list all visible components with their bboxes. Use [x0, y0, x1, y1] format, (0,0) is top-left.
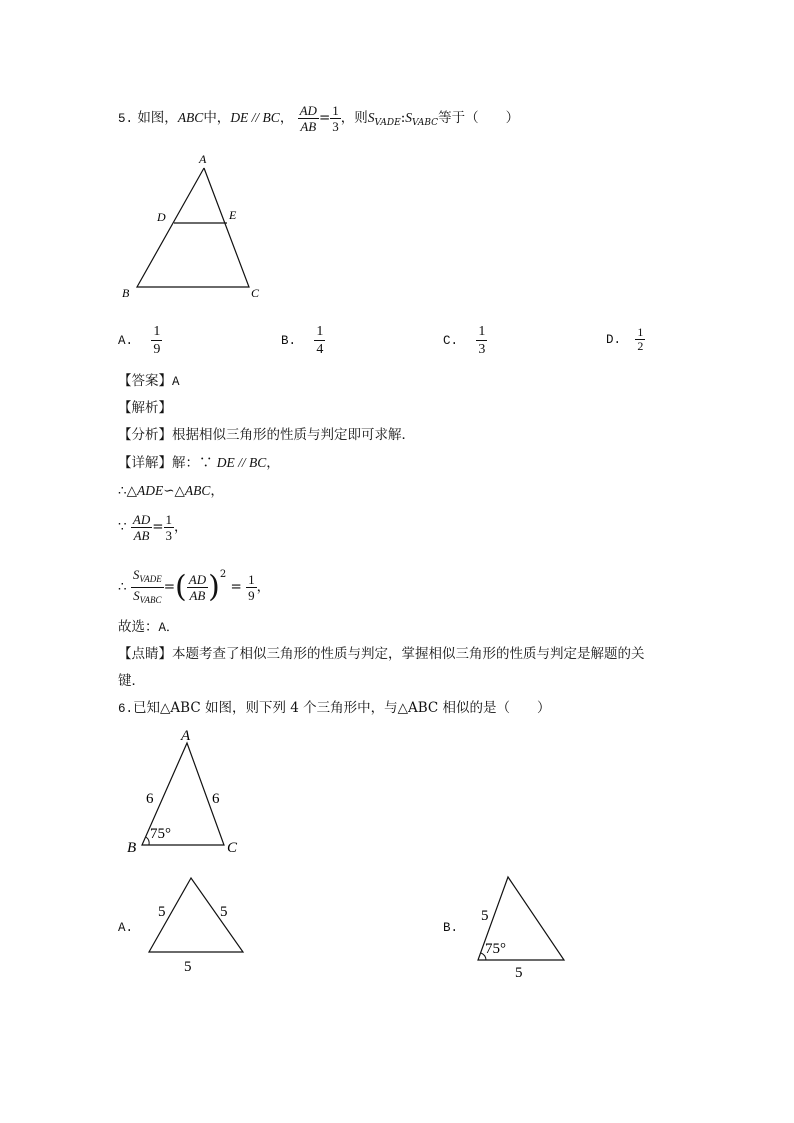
- svg-text:5: 5: [184, 959, 192, 975]
- q5-number: 5.: [118, 112, 134, 126]
- svg-text:5: 5: [515, 965, 523, 981]
- q6-stem: 6.已知△ABC 如图，则下列 4 个三角形中，与△ABC 相似的是（ ）: [118, 700, 551, 716]
- conclusion-line: 故选：A．: [118, 619, 179, 635]
- q5-option-a[interactable]: A. $\frac{1}{9}$: [118, 324, 161, 357]
- q5-stem: 5. 如图，ABC中，DE // BC， $\frac{AD}{AB}$ = $\frac{1}{3}$ ，则$S_{VADE}:S_{VABC}$等于（ ）: [118, 103, 520, 134]
- angle-label: 75°: [150, 826, 171, 842]
- label-D: D: [157, 210, 166, 224]
- label-B: B: [122, 286, 130, 300]
- q5-option-c[interactable]: C. $\frac{1}{3}$: [443, 324, 486, 357]
- xiangjie-line: 【详解】解：∵ DE // BC，: [118, 455, 280, 471]
- label-A: A: [199, 152, 207, 166]
- dianjing-line2: 键．: [118, 673, 145, 689]
- svg-text:5: 5: [220, 904, 228, 920]
- q6-option-a-label[interactable]: A.: [118, 921, 134, 935]
- q6-option-b-label[interactable]: B.: [443, 921, 459, 935]
- svg-text:75°: 75°: [485, 941, 506, 957]
- step-ratio: ∵ $\frac{AD}{AB}$ = $\frac{1}{3}$ ，: [118, 512, 188, 543]
- q5-option-b[interactable]: B. $\frac{1}{4}$: [281, 324, 324, 357]
- fenxi-line: 【分析】根据相似三角形的性质与判定即可求解．: [118, 427, 415, 443]
- side-right: 6: [212, 791, 220, 807]
- svg-text:5: 5: [158, 904, 166, 920]
- step-similar: ∴△ADE∽△ABC，: [118, 483, 224, 499]
- q5-option-d[interactable]: D. $\frac{1}{2}$: [606, 325, 644, 353]
- label-B: B: [127, 840, 137, 856]
- label-A: A: [181, 728, 191, 744]
- label-E: E: [229, 208, 237, 222]
- label-C: C: [251, 286, 260, 300]
- dianjing-line1: 【点睛】本题考查了相似三角形的性质与判定，掌握相似三角形的性质与判定是解题的关: [118, 646, 645, 662]
- analysis-tag: 【解析】: [118, 400, 172, 416]
- q5-ratio: $\frac{AD}{AB}$: [299, 103, 317, 134]
- side-left: 6: [146, 791, 154, 807]
- step-area-ratio: ∴ $\frac{S_{VADE}}{S_{VABC}}$ =( $\frac{AD}{AB}$ )$^2$ = $\frac{1}{9}$ ，: [118, 567, 271, 605]
- answer-line: 【答案】A: [118, 373, 180, 389]
- svg-text:5: 5: [481, 908, 489, 924]
- label-C: C: [227, 840, 238, 856]
